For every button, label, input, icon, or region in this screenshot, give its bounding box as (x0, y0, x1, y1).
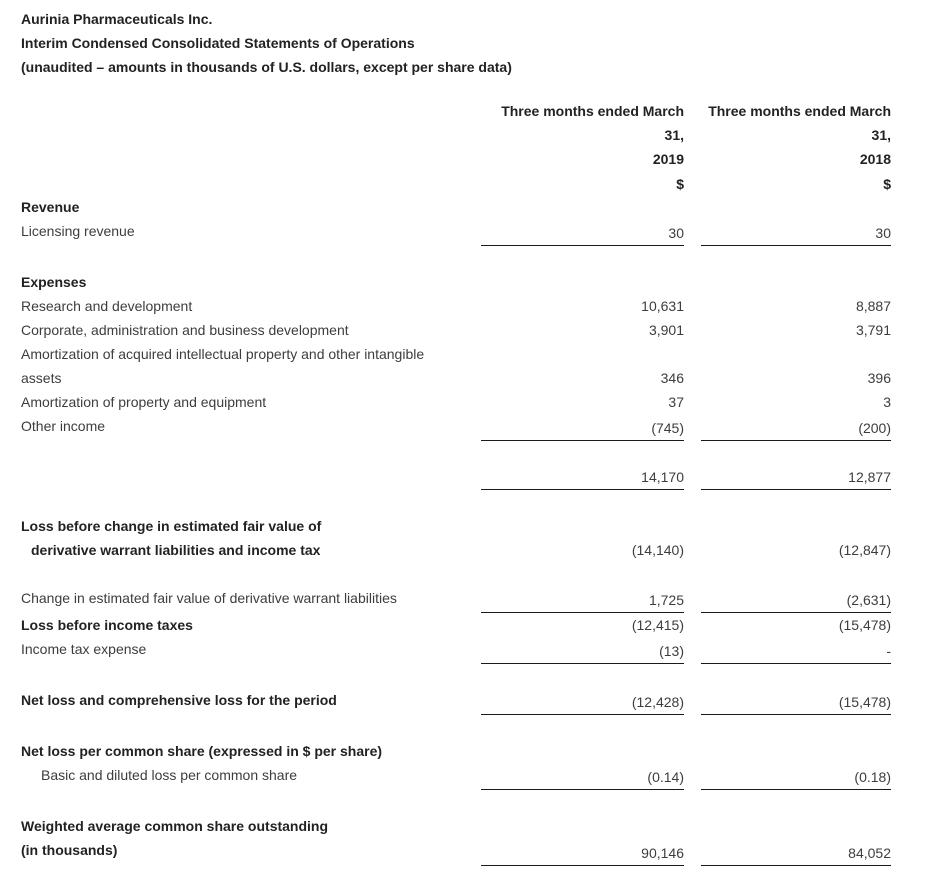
col-2018-heading-line2: 31, (871, 127, 891, 143)
rule-tax-2019 (481, 663, 684, 664)
col-2019-heading-line2: 31, (664, 127, 684, 143)
rule-net-loss-2018 (701, 714, 891, 715)
expenses-heading: Expenses (21, 274, 87, 290)
income-tax-2019: (13) (659, 643, 684, 659)
rule-revenue-2019 (481, 245, 684, 246)
weighted-2018: 84,052 (848, 845, 891, 861)
loss-before-tax-label: Loss before income taxes (21, 617, 193, 633)
col-2019-currency: $ (676, 176, 684, 192)
rule-change-2018 (701, 612, 891, 613)
loss-before-tax-2019: (12,415) (631, 617, 684, 633)
rule-weighted-2018 (701, 865, 891, 866)
rule-per-share-2019 (481, 789, 684, 790)
loss-before-tax-2018: (15,478) (838, 617, 891, 633)
total-expenses-2019: 14,170 (641, 469, 684, 485)
income-tax-2018: - (886, 643, 891, 659)
net-loss-label: Net loss and comprehensive loss for the period (21, 692, 337, 708)
loss-before-change-label-line2: derivative warrant liabilities and income tax (31, 542, 321, 558)
corporate-2018: 3,791 (855, 322, 891, 338)
amort-ppe-label: Amortization of property and equipment (21, 394, 267, 410)
rule-per-share-2018 (701, 789, 891, 790)
loss-before-change-2018: (12,847) (838, 542, 891, 558)
weighted-label-line2: (in thousands) (21, 842, 118, 858)
rule-revenue-2018 (701, 245, 891, 246)
other-income-2019: (745) (651, 420, 684, 436)
weighted-2019: 90,146 (641, 845, 684, 861)
revenue-heading: Revenue (21, 199, 80, 215)
total-expenses-2018: 12,877 (848, 469, 891, 485)
company-name: Aurinia Pharmaceuticals Inc. (21, 11, 213, 27)
amort-ip-label-line1: Amortization of acquired intellectual property and other intangible (21, 346, 425, 362)
col-2019-heading-line1: Three months ended March (501, 103, 684, 119)
change-fair-value-label: Change in estimated fair value of derivative warrant liabilities (21, 590, 397, 606)
income-tax-label: Income tax expense (21, 641, 147, 657)
corporate-2019: 3,901 (648, 322, 684, 338)
amort-ppe-2018: 3 (883, 394, 891, 410)
loss-before-change-label-line1: Loss before change in estimated fair value of (21, 518, 322, 534)
research-label: Research and development (21, 298, 193, 314)
net-loss-2018: (15,478) (838, 694, 891, 710)
rule-tax-2018 (701, 663, 891, 664)
rule-expenses-2018 (701, 440, 891, 441)
change-fair-value-2018: (2,631) (846, 592, 891, 608)
basic-diluted-2018: (0.18) (854, 769, 891, 785)
col-2018-currency: $ (883, 176, 891, 192)
basic-diluted-label: Basic and diluted loss per common share (41, 767, 298, 783)
rule-weighted-2019 (481, 865, 684, 866)
rule-change-2019 (481, 612, 684, 613)
amort-ip-2018: 396 (867, 370, 891, 386)
rule-total-2018 (701, 489, 891, 490)
rule-total-2019 (481, 489, 684, 490)
basic-diluted-2019: (0.14) (647, 769, 684, 785)
weighted-label-line1: Weighted average common share outstanding (21, 818, 329, 834)
net-loss-2019: (12,428) (631, 694, 684, 710)
licensing-revenue-label: Licensing revenue (21, 223, 135, 239)
col-2019-year: 2019 (652, 151, 684, 167)
amort-ip-2019: 346 (660, 370, 684, 386)
other-income-label: Other income (21, 418, 106, 434)
statement-title: Interim Condensed Consolidated Statements of Operations (21, 35, 415, 51)
licensing-revenue-2018: 30 (875, 225, 891, 241)
col-2018-year: 2018 (859, 151, 891, 167)
col-2018-heading-line1: Three months ended March (708, 103, 891, 119)
licensing-revenue-2019: 30 (668, 225, 684, 241)
amort-ip-label-line2: assets (21, 370, 62, 386)
other-income-2018: (200) (858, 420, 891, 436)
research-2019: 10,631 (641, 298, 684, 314)
amort-ppe-2019: 37 (668, 394, 684, 410)
rule-net-loss-2019 (481, 714, 684, 715)
research-2018: 8,887 (855, 298, 891, 314)
rule-expenses-2019 (481, 440, 684, 441)
change-fair-value-2019: 1,725 (648, 592, 684, 608)
statement-basis: (unaudited – amounts in thousands of U.S. dollars, except per share data) (21, 59, 512, 75)
corporate-label: Corporate, administration and business development (21, 322, 349, 338)
per-share-heading: Net loss per common share (expressed in $ per share) (21, 743, 383, 759)
loss-before-change-2019: (14,140) (631, 542, 684, 558)
